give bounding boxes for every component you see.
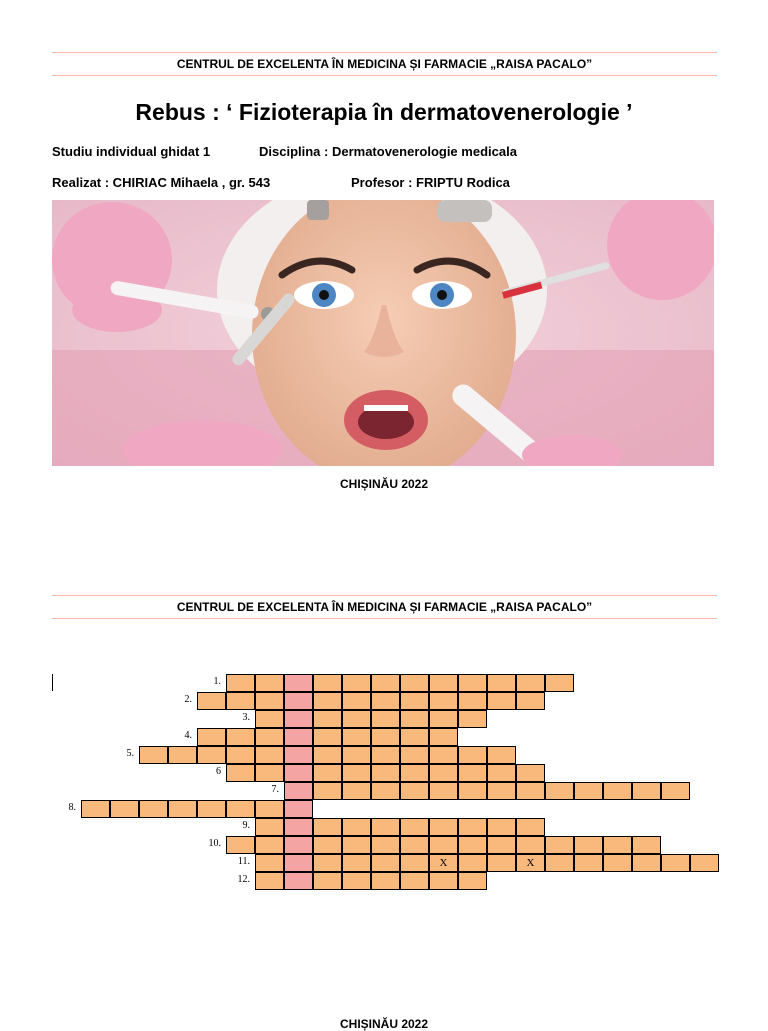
crossword-cell[interactable]: X — [429, 854, 458, 872]
crossword-key-cell[interactable] — [284, 746, 313, 764]
crossword-cell[interactable] — [255, 800, 284, 818]
crossword-cell[interactable] — [400, 872, 429, 890]
crossword-cell[interactable] — [255, 692, 284, 710]
crossword-cell[interactable] — [516, 674, 545, 692]
crossword-cell[interactable] — [574, 836, 603, 854]
crossword-key-cell[interactable] — [284, 854, 313, 872]
crossword-cell[interactable] — [516, 782, 545, 800]
crossword-cell[interactable] — [487, 746, 516, 764]
crossword-cell[interactable] — [429, 818, 458, 836]
crossword-cell[interactable] — [139, 800, 168, 818]
crossword-cell[interactable] — [371, 728, 400, 746]
crossword-cell[interactable] — [487, 854, 516, 872]
crossword-cell[interactable] — [516, 818, 545, 836]
crossword-cell[interactable] — [342, 692, 371, 710]
crossword-key-cell[interactable] — [284, 872, 313, 890]
crossword-cell[interactable] — [429, 710, 458, 728]
crossword-cell[interactable] — [371, 692, 400, 710]
crossword-cell[interactable] — [458, 692, 487, 710]
crossword-cell[interactable] — [313, 782, 342, 800]
crossword-cell[interactable] — [400, 710, 429, 728]
crossword-cell[interactable] — [371, 872, 400, 890]
crossword-cell[interactable] — [371, 746, 400, 764]
crossword-cell[interactable] — [400, 764, 429, 782]
clue-number: 12. — [237, 874, 250, 885]
clue-number: 1. — [213, 676, 221, 687]
discipline-label: Disciplina : Dermatovenerologie medicala — [259, 144, 517, 159]
crossword-cell[interactable] — [400, 728, 429, 746]
crossword-key-cell[interactable] — [284, 728, 313, 746]
crossword-cell[interactable] — [603, 836, 632, 854]
clue-number: 10. — [208, 838, 221, 849]
professor-label: Profesor : FRIPTU Rodica — [351, 175, 510, 190]
crossword-cell[interactable] — [429, 764, 458, 782]
crossword-cell[interactable] — [487, 764, 516, 782]
crossword-cell[interactable] — [342, 818, 371, 836]
crossword-key-cell[interactable] — [284, 800, 313, 818]
crossword-cell[interactable] — [632, 854, 661, 872]
crossword-cell[interactable] — [487, 674, 516, 692]
clue-number: 11. — [237, 856, 250, 867]
crossword-cell[interactable] — [458, 818, 487, 836]
crossword-cell[interactable] — [400, 746, 429, 764]
crossword-cell[interactable] — [342, 836, 371, 854]
crossword-cell[interactable] — [458, 674, 487, 692]
crossword-cell[interactable] — [197, 692, 226, 710]
crossword-cell[interactable] — [255, 764, 284, 782]
author-label: Realizat : CHIRIAC Mihaela , gr. 543 — [52, 175, 271, 190]
page-title: Rebus : ‘ Fizioterapia în dermatovenerologie ’ — [135, 99, 633, 125]
crossword-cell[interactable] — [458, 782, 487, 800]
crossword-cell[interactable] — [313, 818, 342, 836]
crossword-cell[interactable] — [168, 800, 197, 818]
crossword-cell[interactable] — [487, 782, 516, 800]
crossword-key-cell[interactable] — [284, 710, 313, 728]
crossword-cell[interactable] — [458, 764, 487, 782]
crossword-cell[interactable] — [342, 710, 371, 728]
crossword-cell[interactable] — [342, 872, 371, 890]
clue-number: 3. — [242, 712, 250, 723]
crossword-cell[interactable] — [429, 872, 458, 890]
crossword-cell[interactable] — [545, 836, 574, 854]
crossword-cell[interactable] — [371, 854, 400, 872]
text-cursor — [52, 674, 53, 691]
crossword-cell[interactable] — [545, 674, 574, 692]
crossword-cell[interactable] — [168, 746, 197, 764]
crossword-cell[interactable] — [632, 782, 661, 800]
study-label: Studiu individual ghidat 1 — [52, 144, 211, 159]
crossword-cell[interactable] — [400, 692, 429, 710]
clue-number: 9. — [242, 820, 250, 831]
crossword-cell[interactable] — [371, 818, 400, 836]
clue-number: 5. — [126, 748, 134, 759]
crossword-cell[interactable] — [226, 746, 255, 764]
crossword-cell[interactable] — [371, 710, 400, 728]
crossword-cell[interactable] — [516, 692, 545, 710]
crossword-cell[interactable] — [371, 836, 400, 854]
crossword-cell[interactable] — [81, 800, 110, 818]
crossword-cell[interactable] — [313, 728, 342, 746]
city-year-page-2: CHIȘINĂU 2022 — [339, 1017, 429, 1031]
crossword-cell[interactable] — [342, 746, 371, 764]
crossword-cell[interactable] — [690, 854, 719, 872]
crossword-cell[interactable] — [603, 782, 632, 800]
institution-header-page-2: CENTRUL DE EXCELENTA ÎN MEDICINA ȘI FARMACIE „RAISA PACALO” — [52, 595, 717, 619]
crossword-key-cell[interactable] — [284, 782, 313, 800]
crossword-cell[interactable] — [458, 872, 487, 890]
crossword-cell[interactable] — [255, 854, 284, 872]
crossword-cell[interactable] — [226, 800, 255, 818]
crossword-cell[interactable] — [255, 710, 284, 728]
crossword-cell[interactable] — [226, 836, 255, 854]
crossword-cell[interactable] — [197, 800, 226, 818]
crossword-cell[interactable] — [661, 782, 690, 800]
crossword-cell[interactable] — [487, 818, 516, 836]
crossword-cell[interactable] — [342, 764, 371, 782]
crossword-cell[interactable] — [371, 782, 400, 800]
crossword-cell[interactable] — [226, 692, 255, 710]
crossword-cell[interactable] — [429, 692, 458, 710]
crossword-cell[interactable] — [545, 854, 574, 872]
crossword-cell[interactable] — [632, 836, 661, 854]
crossword-cell[interactable] — [429, 674, 458, 692]
crossword-cell[interactable] — [574, 854, 603, 872]
crossword-cell[interactable] — [313, 746, 342, 764]
crossword-cell[interactable] — [400, 782, 429, 800]
crossword-cell[interactable] — [342, 674, 371, 692]
crossword-key-cell[interactable] — [284, 818, 313, 836]
crossword-cell[interactable] — [487, 836, 516, 854]
crossword-cell[interactable] — [313, 674, 342, 692]
crossword-cell[interactable] — [110, 800, 139, 818]
crossword-key-cell[interactable] — [284, 692, 313, 710]
crossword-cell[interactable] — [255, 836, 284, 854]
crossword-cell[interactable] — [458, 710, 487, 728]
crossword-cell[interactable] — [255, 872, 284, 890]
crossword-key-cell[interactable] — [284, 836, 313, 854]
crossword-cell[interactable] — [255, 728, 284, 746]
clue-number: 4. — [184, 730, 192, 741]
crossword-cell[interactable] — [313, 764, 342, 782]
crossword-cell[interactable] — [516, 836, 545, 854]
crossword-cell[interactable] — [400, 836, 429, 854]
crossword-cell[interactable] — [313, 872, 342, 890]
crossword-key-cell[interactable] — [284, 674, 313, 692]
crossword-cell[interactable] — [429, 836, 458, 854]
crossword-cell[interactable] — [429, 782, 458, 800]
crossword-cell[interactable] — [313, 692, 342, 710]
crossword-cell[interactable] — [313, 710, 342, 728]
crossword-cell[interactable] — [226, 728, 255, 746]
institution-header: CENTRUL DE EXCELENTA ÎN MEDICINA ȘI FARMACIE „RAISA PACALO” — [52, 52, 717, 76]
crossword-cell[interactable] — [603, 854, 632, 872]
crossword-cell[interactable] — [458, 854, 487, 872]
clue-number: 2. — [184, 694, 192, 705]
crossword-cell[interactable] — [313, 854, 342, 872]
crossword-cell[interactable] — [371, 674, 400, 692]
clue-number: 7. — [271, 784, 279, 795]
crossword-cell[interactable] — [342, 728, 371, 746]
crossword-cell[interactable] — [545, 782, 574, 800]
cover-photo — [52, 200, 714, 466]
crossword-cell[interactable] — [661, 854, 690, 872]
crossword-cell[interactable] — [342, 782, 371, 800]
crossword-cell[interactable] — [255, 674, 284, 692]
crossword-cell[interactable] — [313, 836, 342, 854]
crossword-cell[interactable] — [226, 674, 255, 692]
crossword-cell[interactable] — [226, 764, 255, 782]
crossword-cell[interactable] — [371, 764, 400, 782]
crossword-cell[interactable] — [516, 764, 545, 782]
crossword-cell[interactable] — [139, 746, 168, 764]
crossword-cell[interactable] — [400, 854, 429, 872]
crossword-cell[interactable] — [429, 746, 458, 764]
crossword-cell[interactable] — [197, 728, 226, 746]
crossword-cell[interactable] — [487, 692, 516, 710]
crossword-cell[interactable] — [255, 818, 284, 836]
crossword-cell[interactable] — [458, 746, 487, 764]
crossword-cell[interactable] — [342, 854, 371, 872]
crossword-cell[interactable] — [197, 746, 226, 764]
crossword-cell[interactable] — [255, 746, 284, 764]
clue-number: 8. — [68, 802, 76, 813]
crossword-key-cell[interactable] — [284, 764, 313, 782]
crossword-cell[interactable] — [400, 674, 429, 692]
crossword-cell[interactable]: X — [516, 854, 545, 872]
crossword-cell[interactable] — [429, 728, 458, 746]
crossword-cell[interactable] — [458, 836, 487, 854]
crossword-cell[interactable] — [400, 818, 429, 836]
clue-number: 6 — [216, 766, 221, 777]
city-year: CHIȘINĂU 2022 — [339, 477, 429, 491]
crossword-cell[interactable] — [574, 782, 603, 800]
